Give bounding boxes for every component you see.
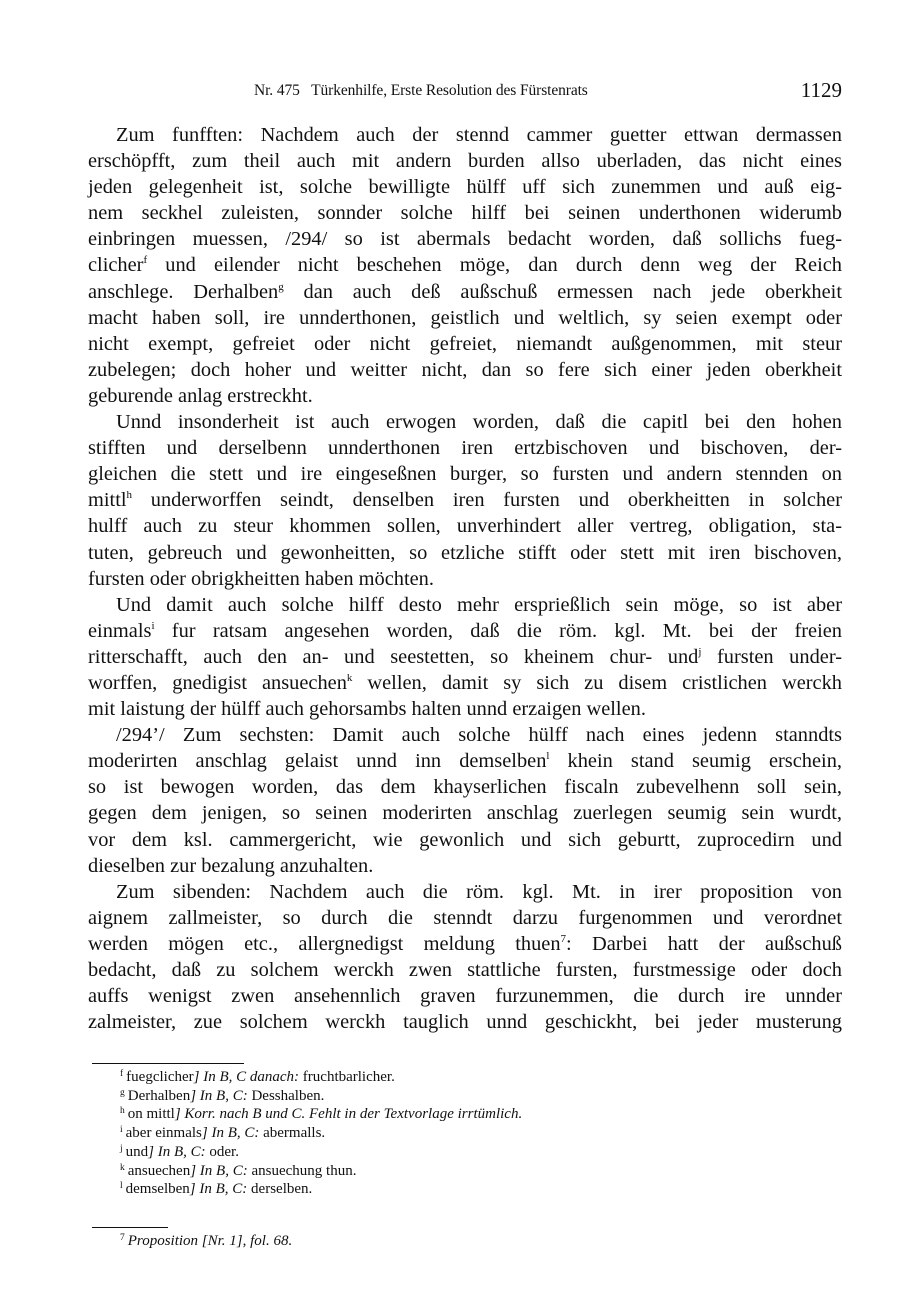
text-line bbox=[88, 305, 842, 331]
text-line bbox=[88, 957, 842, 983]
footnote-marker[interactable]: f bbox=[143, 254, 148, 267]
text-segment: aignem zallmeister, so durch die stenndt darzu furgenommen und verordnet bbox=[88, 906, 842, 929]
text-segment: Unnd insonderheit ist auch erwogen worden, daß die capitl bei den hohen bbox=[116, 411, 842, 434]
commentary-footnotes bbox=[120, 1232, 292, 1251]
footnote-editorial-note: ] In B, C: bbox=[190, 1087, 248, 1104]
text-segment: Zum funfften: Nachdem auch der stennd cammer guetter ettwan dermassen bbox=[116, 124, 842, 146]
footnote-editorial-note: ] Korr. nach B und C. Fehlt in der Textvorlage irrtümlich. bbox=[174, 1106, 523, 1123]
text-segment: hulff auch zu steur khommen sollen, unverhindert aller vertreg, obligation, sta- bbox=[88, 515, 842, 538]
footnote-mark: f bbox=[120, 1069, 124, 1079]
running-header bbox=[88, 78, 842, 106]
text-segment: fursten oder obrigkheitten haben möchten. bbox=[88, 567, 434, 590]
text-line bbox=[88, 566, 842, 592]
footnote-lemma: on mittl bbox=[127, 1106, 175, 1123]
footnote-i bbox=[120, 1124, 522, 1143]
footnote-variant-reading: derselben. bbox=[247, 1181, 313, 1198]
main-text bbox=[88, 122, 842, 1035]
footnote-mark: k bbox=[120, 1162, 125, 1173]
footnote-l bbox=[120, 1180, 522, 1199]
footnote-mark: g bbox=[120, 1087, 125, 1098]
footnote-variant-reading: ansuechung thun. bbox=[247, 1162, 357, 1179]
text-line bbox=[88, 148, 842, 174]
text-segment: einmals bbox=[88, 619, 152, 642]
text-line bbox=[88, 644, 842, 670]
footnote-lemma: aber einmals bbox=[125, 1125, 202, 1142]
running-title bbox=[254, 82, 588, 100]
text-segment: Zum sibenden: Nachdem auch die röm. kgl. Mt. in irer proposition von bbox=[116, 880, 842, 903]
text-segment: mit laistung der hülff auch gehorsambs halten unnd erzaigen wellen. bbox=[88, 698, 646, 721]
text-segment: moderirten anschlag gelaist unnd inn demselben bbox=[88, 750, 547, 773]
footnote-variant-reading: abermalls. bbox=[259, 1125, 326, 1142]
footnote-rule-numbered bbox=[92, 1227, 168, 1228]
footnote-lemma: ansuechen bbox=[127, 1162, 191, 1179]
document-number: Nr. 475 bbox=[254, 82, 300, 99]
footnote-marker[interactable]: l bbox=[546, 750, 550, 763]
text-line bbox=[88, 722, 842, 748]
text-line bbox=[88, 122, 842, 148]
text-line bbox=[88, 540, 842, 566]
text-segment: nem seckhel zuleisten, sonnder solche hilff bei seinen underthonen widerumb bbox=[88, 202, 842, 225]
text-line bbox=[88, 853, 842, 879]
text-segment: auffs wenigst zwen ansehennlich graven furzunemmen, die durch ire unnder bbox=[88, 985, 842, 1008]
text-segment: : Darbei hatt der außschuß bbox=[566, 932, 842, 955]
text-line bbox=[88, 461, 842, 487]
text-segment: jeden gelegenheit ist, solche bewilligte hülff uff sich zunemmen und auß eig- bbox=[88, 176, 842, 199]
text-segment: wellen, damit sy sich zu disem cristlichen werckh bbox=[352, 671, 842, 694]
text-segment: zalmeister, zue solchem werckh tauglich unnd geschickht, bei jeder musterung bbox=[88, 1011, 842, 1034]
text-segment: gleichen die stett und ire eingeseßnen burger, so fursten und andern stennden on bbox=[88, 463, 842, 486]
page-number: 1129 bbox=[800, 78, 842, 102]
text-segment: worffen, gnedigist ansuechen bbox=[88, 671, 347, 694]
text-line bbox=[88, 800, 842, 826]
text-line bbox=[88, 487, 842, 513]
text-segment: anschlege. Derhalben bbox=[88, 280, 279, 303]
text-line bbox=[88, 983, 842, 1009]
text-segment: nicht exempt, gefreiet oder nicht gefreiet, niemandt außgenommen, mit steur bbox=[88, 332, 842, 355]
footnote-variant-reading: Desshalben. bbox=[247, 1087, 325, 1104]
text-segment: erschöpfft, zum theil auch mit andern burden allso uberladen, das nicht eines bbox=[88, 150, 842, 173]
text-line bbox=[88, 174, 842, 200]
text-segment: mittl bbox=[88, 489, 127, 512]
footnote-text: Proposition [Nr. 1], fol. 68. bbox=[127, 1233, 293, 1249]
text-segment: vor dem ksl. cammergericht, wie gewonlich und sich geburtt, zuprocedirn und bbox=[88, 828, 842, 851]
text-segment: so ist bewogen worden, das dem khayserlichen fiscaln zubevelhenn soll sein, bbox=[88, 776, 842, 799]
footnote-marker[interactable]: i bbox=[151, 619, 155, 632]
text-line bbox=[88, 905, 842, 931]
text-line bbox=[88, 670, 842, 696]
footnote-h bbox=[120, 1105, 522, 1124]
footnote-marker[interactable]: h bbox=[126, 489, 133, 502]
text-line bbox=[88, 409, 842, 435]
text-line bbox=[88, 748, 842, 774]
document-title: Türkenhilfe, Erste Resolution des Fürstenrats bbox=[311, 82, 588, 99]
footnote-editorial-note: ] In B, C: bbox=[148, 1143, 206, 1160]
footnote-mark: l bbox=[120, 1181, 123, 1192]
text-line bbox=[88, 592, 842, 618]
text-line bbox=[88, 279, 842, 305]
text-line bbox=[88, 435, 842, 461]
footnote-7 bbox=[120, 1232, 292, 1251]
footnote-mark: h bbox=[120, 1106, 125, 1117]
text-segment: ritterschafft, auch den an- und seestetten, so kheinem chur- und bbox=[88, 645, 699, 668]
text-line bbox=[88, 200, 842, 226]
footnote-editorial-note: ] In B, C: bbox=[189, 1181, 248, 1198]
text-line bbox=[88, 827, 842, 853]
footnote-editorial-note: ] In B, C: bbox=[190, 1162, 248, 1179]
text-segment: dieselben zur bezalung anzuhalten. bbox=[88, 854, 374, 877]
text-segment: zubelegen; doch hoher und weitter nicht, dan so fere sich einer jeden oberkheit bbox=[88, 358, 842, 381]
footnote-rule-critical bbox=[92, 1063, 244, 1064]
footnote-lemma: Derhalben bbox=[127, 1087, 191, 1104]
footnote-lemma: und bbox=[125, 1143, 149, 1160]
text-line bbox=[88, 931, 842, 957]
text-segment: geburende anlag erstreckht. bbox=[88, 384, 313, 407]
text-line bbox=[88, 696, 842, 722]
text-line bbox=[88, 226, 842, 252]
footnote-j bbox=[120, 1143, 522, 1162]
text-segment: dan auch deß außschuß ermessen nach jede oberkheit bbox=[283, 280, 842, 303]
text-line bbox=[88, 383, 842, 409]
text-segment: khein stand seumig erschein, bbox=[549, 750, 842, 773]
text-line bbox=[88, 879, 842, 905]
footnote-f bbox=[120, 1068, 522, 1087]
text-line bbox=[88, 1009, 842, 1035]
footnote-lemma: demselben bbox=[125, 1181, 190, 1198]
text-segment: einbringen muessen, /294/ so ist abermals bedacht worden, daß sollichs fueg- bbox=[88, 228, 842, 251]
text-line bbox=[88, 513, 842, 539]
text-segment: /294’/ Zum sechsten: Damit auch solche hülff nach eines jedenn stanndts bbox=[116, 724, 842, 747]
text-segment: und eilender nicht beschehen möge, dan durch denn weg der Reich bbox=[147, 254, 842, 277]
footnote-k bbox=[120, 1162, 522, 1181]
text-segment: fur ratsam angesehen worden, daß die röm. kgl. Mt. bei der freien bbox=[154, 619, 842, 642]
text-line bbox=[88, 618, 842, 644]
text-segment: werden mögen etc., allergnedigst meldung thuen bbox=[88, 932, 561, 955]
footnote-marker[interactable]: g bbox=[278, 280, 284, 293]
text-line bbox=[88, 331, 842, 357]
text-segment: clicher bbox=[88, 254, 144, 277]
footnote-marker[interactable]: k bbox=[346, 671, 353, 684]
text-line bbox=[88, 774, 842, 800]
footnote-lemma: fuegclicher bbox=[126, 1069, 194, 1085]
text-segment: gegen dem jenigen, so seinen moderirten anschlag zuerlegen seumig sein wurdt, bbox=[88, 802, 842, 825]
text-segment: macht haben soll, ire unnderthonen, geistlich und weltlich, sy seien exempt oder bbox=[88, 306, 842, 329]
footnote-marker[interactable]: j bbox=[698, 645, 702, 658]
footnote-mark: 7 bbox=[120, 1233, 125, 1243]
footnote-marker[interactable]: 7 bbox=[560, 932, 567, 945]
text-line bbox=[88, 357, 842, 383]
footnote-mark: j bbox=[120, 1143, 123, 1154]
text-segment: bedacht, daß zu solchem werckh zwen stattliche fursten, furstmessige oder doch bbox=[88, 959, 842, 981]
text-segment: underworffen seindt, denselben iren fursten und oberkheitten in solcher bbox=[132, 489, 842, 512]
footnote-variant-reading: oder. bbox=[205, 1143, 239, 1160]
footnote-mark: i bbox=[120, 1125, 123, 1136]
text-segment: stifften und derselbenn unnderthonen iren ertzbischoven und bischoven, der- bbox=[88, 437, 842, 460]
footnote-editorial-note: ] In B, C: bbox=[201, 1125, 260, 1142]
text-segment: Und damit auch solche hilff desto mehr ersprießlich sein möge, so ist aber bbox=[116, 593, 842, 616]
critical-apparatus bbox=[120, 1068, 522, 1199]
footnote-variant-reading: fruchtbarlicher. bbox=[299, 1069, 395, 1085]
text-segment: tuten, gebreuch und gewonheitten, so etzliche stifft oder stett mit iren bischoven, bbox=[88, 541, 842, 564]
text-line bbox=[88, 252, 842, 278]
footnote-editorial-note: ] In B, C danach: bbox=[193, 1069, 300, 1085]
footnote-g bbox=[120, 1087, 522, 1106]
text-segment: fursten under- bbox=[701, 645, 842, 668]
